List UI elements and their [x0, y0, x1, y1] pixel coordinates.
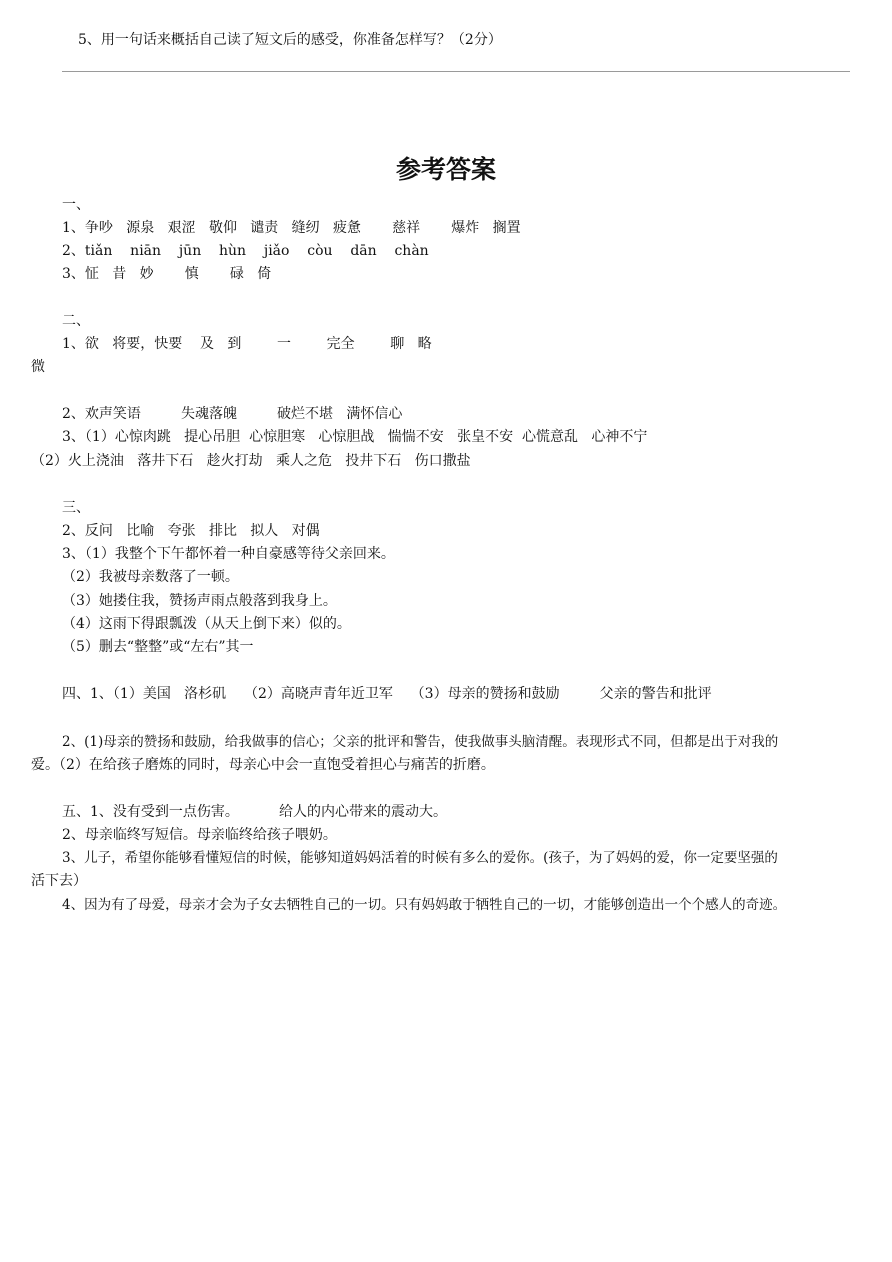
section-3-line-5: （4）这雨下得跟瓢泼（从天上倒下来）似的。	[62, 616, 351, 632]
section-2-line-2: 2、欢声笑语 失魂落魄 破烂不堪 满怀信心	[62, 406, 403, 422]
section-5-line-3: 3、儿子，希望你能够看懂短信的时候，能够知道妈妈活着的时候有多么的爱你。(孩子，为了妈妈的爱，你一定要坚强的	[62, 850, 778, 866]
section-2-line-1-wrap: 微	[31, 359, 45, 375]
section-3-line-3: （2）我被母亲数落了一顿。	[62, 569, 239, 585]
section-4-line-2-wrap: 爱。（2）在给孩子磨炼的同时，母亲心中会一直饱受着担心与痛苦的折磨。	[31, 757, 495, 773]
section-3-line-6: （5）删去“整整”或“左右”其一	[62, 639, 254, 655]
section-1-heading: 一、	[62, 197, 90, 213]
section-3-heading: 三、	[62, 500, 90, 516]
section-1-line-2: 2、tiǎn niān jūn hùn jiǎo còu dān chàn	[62, 243, 429, 259]
section-5-line-4: 4、因为有了母爱，母亲才会为子女去牺牲自己的一切。只有妈妈敢于牺牲自己的一切，才能够创造出一个个感人的奇迹。	[62, 897, 787, 913]
section-1-line-1: 1、争吵 源泉 艰涩 敬仰 谴责 缝纫 疲惫 慈祥 爆炸 搁置	[62, 220, 521, 236]
section-1-line-3: 3、怔 昔 妙 慎 碌 倚	[62, 266, 272, 282]
section-2-line-4: （2）火上浇油 落井下石 趁火打劫 乘人之危 投井下石 伤口撒盐	[31, 453, 471, 469]
divider-line	[62, 71, 850, 72]
section-4-line-1: 四、1、（1）美国 洛杉矶 （2）高晓声青年近卫军 （3）母亲的赞扬和鼓励 父亲的警告和批评	[62, 686, 712, 702]
section-5-line-3-wrap: 活下去）	[31, 873, 87, 889]
section-5-line-2: 2、母亲临终写短信。母亲临终给孩子喂奶。	[62, 827, 337, 843]
section-3-line-2: 3、（1）我整个下午都怀着一种自豪感等待父亲回来。	[62, 546, 395, 562]
section-4-line-2: 2、(1)母亲的赞扬和鼓励，给我做事的信心；父亲的批评和警告，使我做事头脑清醒。表现形式不同，但都是出于对我的	[62, 734, 779, 750]
section-2-line-3: 3、（1）心惊肉跳 提心吊胆 心惊胆寒 心惊胆战 惴惴不安 张皇不安 心慌意乱 心神不宁	[62, 429, 648, 445]
page-title: 参考答案	[395, 155, 496, 184]
section-3-line-4: （3）她搂住我，赞扬声雨点般落到我身上。	[62, 593, 337, 609]
section-5-line-1: 五、1、没有受到一点伤害。 给人的内心带来的震动大。	[62, 804, 447, 820]
section-2-heading: 二、	[62, 313, 90, 329]
section-3-line-1: 2、反问 比喻 夸张 排比 拟人 对偶	[62, 523, 320, 539]
question-5-text: 5、用一句话来概括自己读了短文后的感受，你准备怎样写？（2分）	[78, 32, 502, 48]
section-2-line-1: 1、欲 将要，快要 及 到 一 完全 聊 略	[62, 336, 432, 352]
